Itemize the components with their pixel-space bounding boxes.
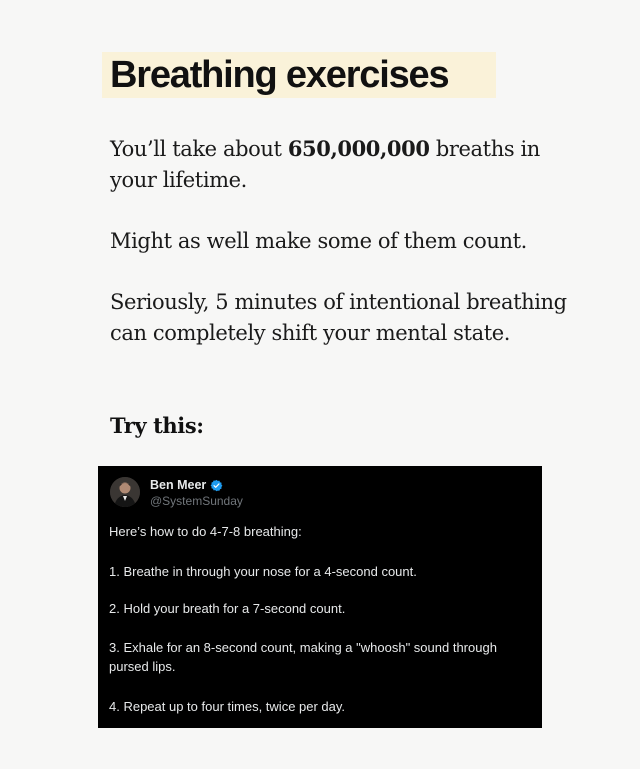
avatar[interactable]: [110, 477, 140, 507]
avatar-portrait-icon: [110, 477, 140, 507]
paragraph-count: Might as well make some of them count.: [110, 229, 527, 253]
paragraph-seriously: Seriously, 5 minutes of intentional breathing can completely shift your mental state.: [110, 290, 567, 345]
paragraph-breaths-lead: You’ll take about: [110, 137, 288, 161]
tweet-step: 1. Breathe in through your nose for a 4-second count.: [109, 564, 417, 579]
try-this-heading: Try this:: [110, 413, 204, 438]
verified-badge-icon: [210, 479, 223, 492]
tweet-step: 4. Repeat up to four times, twice per day.: [109, 699, 346, 714]
page-title: Breathing exercises: [110, 54, 449, 96]
author-row: [150, 478, 223, 492]
tweet-step: 2. Hold your breath for a 7-second count.: [109, 601, 346, 616]
tweet-card: [98, 466, 542, 728]
paragraph-breaths-tail: breaths in your lifetime.: [110, 137, 540, 192]
breaths-count: 650,000,000: [287, 136, 430, 161]
tweet-intro: Here’s how to do 4-7-8 breathing:: [109, 524, 302, 539]
author-handle[interactable]: @SystemSunday: [150, 494, 243, 508]
author-name[interactable]: Ben Meer: [150, 478, 207, 492]
tweet-step: 3. Exhale for an 8-second count, making a "whoosh" sound through pursed lips.: [109, 640, 497, 674]
paragraph-breaths: [110, 133, 570, 196]
